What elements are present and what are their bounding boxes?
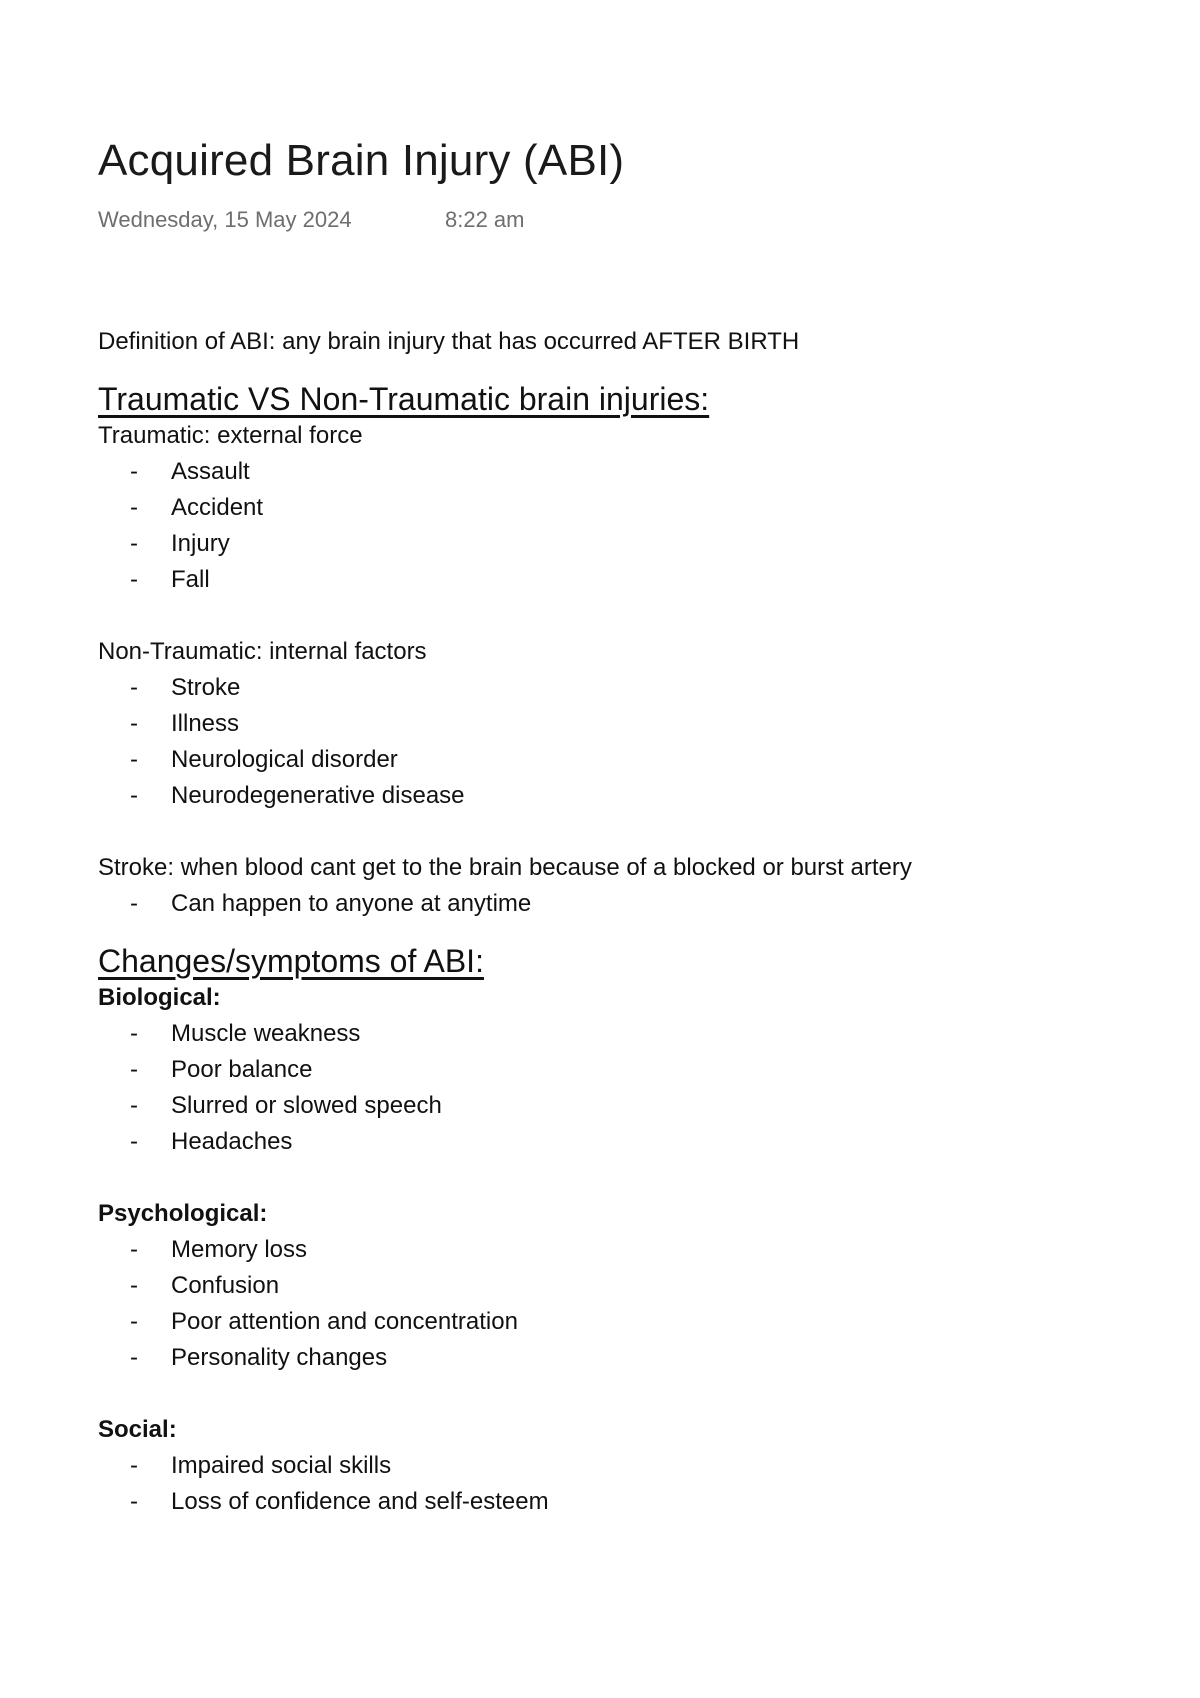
list-item: - Personality changes [98,1340,1158,1376]
dash-bullet-icon: - [130,1308,138,1335]
dash-bullet-icon: - [130,1272,138,1299]
biological-label: Biological: [98,984,221,1011]
dash-bullet-icon: - [130,458,138,485]
section-heading-changes-symptoms: Changes/symptoms of ABI: [98,943,484,979]
list-item: - Accident [98,490,1158,526]
list-item: - Poor balance [98,1052,1158,1088]
dash-bullet-icon: - [130,710,138,737]
social-list [98,1448,1158,1520]
stroke-list [98,886,1158,922]
list-item: - Headaches [98,1124,1158,1160]
dash-bullet-icon: - [130,530,138,557]
list-item: - Slurred or slowed speech [98,1088,1158,1124]
note-time: 8:22 am [445,207,525,232]
non-traumatic-label: Non-Traumatic: internal factors [98,638,427,665]
non-traumatic-list [98,670,1158,814]
psychological-label: Psychological: [98,1200,268,1227]
definition-text: Definition of ABI: any brain injury that has occurred AFTER BIRTH [98,328,800,355]
list-item: - Fall [98,562,1158,598]
stroke-label: Stroke: when blood cant get to the brain because of a blocked or burst artery [98,854,912,881]
biological-list [98,1016,1158,1160]
dash-bullet-icon: - [130,1452,138,1479]
dash-bullet-icon: - [130,890,138,917]
list-item: - Assault [98,454,1158,490]
list-item: - Illness [98,706,1158,742]
dash-bullet-icon: - [130,1020,138,1047]
note-body [98,324,1158,1520]
list-item: - Can happen to anyone at anytime [98,886,1158,922]
dash-bullet-icon: - [130,1344,138,1371]
dash-bullet-icon: - [130,1092,138,1119]
dash-bullet-icon: - [130,782,138,809]
dash-bullet-icon: - [130,674,138,701]
dash-bullet-icon: - [130,494,138,521]
list-item: - Confusion [98,1268,1158,1304]
dash-bullet-icon: - [130,1236,138,1263]
list-item: - Impaired social skills [98,1448,1158,1484]
dash-bullet-icon: - [130,1056,138,1083]
traumatic-list [98,454,1158,598]
list-item: - Memory loss [98,1232,1158,1268]
page-cutoff-fragment [170,1572,370,1582]
psychological-list [98,1232,1158,1376]
list-item: - Injury [98,526,1158,562]
dash-bullet-icon: - [130,1488,138,1515]
list-item: - Stroke [98,670,1158,706]
traumatic-label: Traumatic: external force [98,422,363,449]
list-item: - Muscle weakness [98,1016,1158,1052]
social-label: Social: [98,1416,177,1443]
section-heading-traumatic-vs-non-traumatic: Traumatic VS Non-Traumatic brain injuries: [98,381,710,417]
dash-bullet-icon: - [130,746,138,773]
list-item: - Loss of confidence and self-esteem [98,1484,1158,1520]
list-item: - Neurodegenerative disease [98,778,1158,814]
list-item: - Poor attention and concentration [98,1304,1158,1340]
note-date: Wednesday, 15 May 2024 [98,207,352,232]
list-item: - Neurological disorder [98,742,1158,778]
page-title: Acquired Brain Injury (ABI) [98,136,625,185]
dash-bullet-icon: - [130,1128,138,1155]
dash-bullet-icon: - [130,566,138,593]
